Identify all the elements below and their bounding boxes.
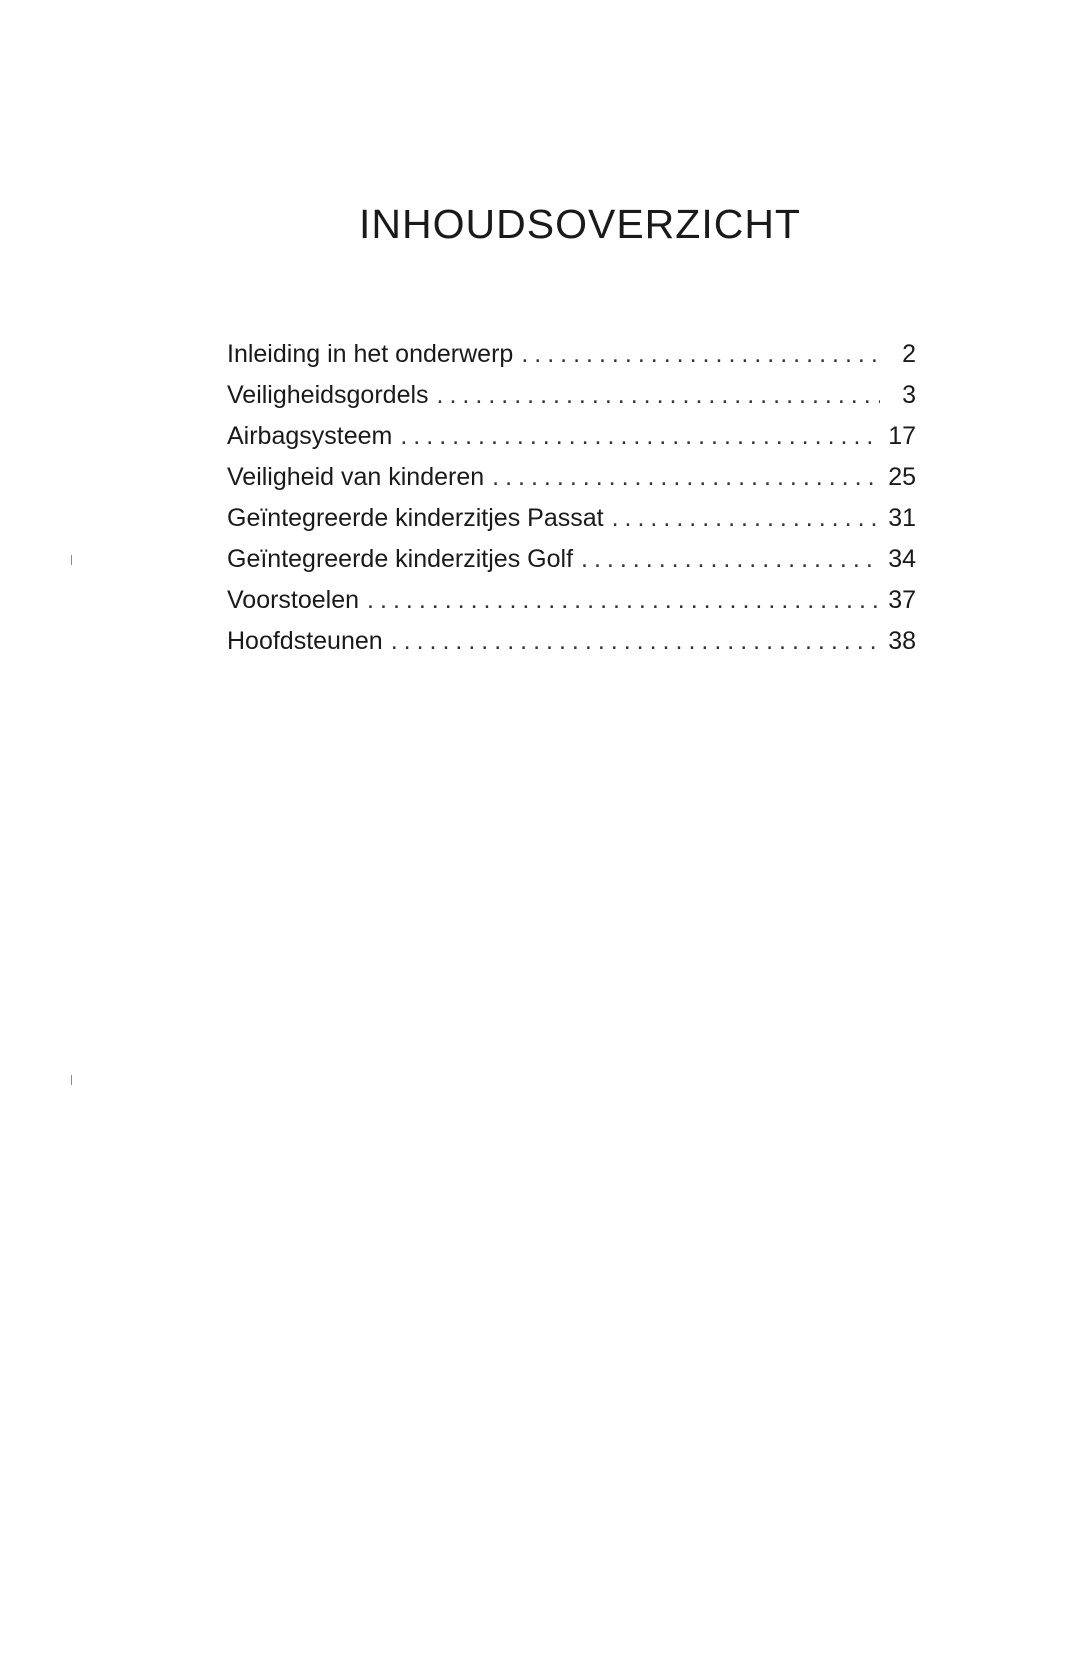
toc-entry[interactable] bbox=[227, 457, 916, 498]
toc-dot-leader bbox=[492, 457, 880, 498]
toc-entry-page: 37 bbox=[888, 586, 916, 614]
toc-entry[interactable] bbox=[227, 621, 916, 662]
toc-entry-label: Airbagsysteem bbox=[227, 422, 393, 450]
toc-dot-leader bbox=[612, 498, 880, 539]
toc-entry-page: 38 bbox=[888, 627, 916, 655]
toc-dot-leader bbox=[581, 539, 880, 580]
toc-entry[interactable] bbox=[227, 580, 916, 621]
toc-entry-label: Hoofdsteunen bbox=[227, 627, 383, 655]
toc-entry[interactable] bbox=[227, 539, 916, 580]
toc-entry-label: Voorstoelen bbox=[227, 586, 360, 614]
toc-entry-page: 3 bbox=[902, 381, 916, 409]
toc-dot-leader bbox=[437, 375, 880, 416]
toc-entry-page: 17 bbox=[888, 422, 916, 450]
toc-entry-label: Veiligheid van kinderen bbox=[227, 463, 485, 491]
toc-entry-page: 31 bbox=[888, 504, 916, 532]
toc-dot-leader bbox=[367, 580, 880, 621]
toc-entry-label: Geïntegreerde kinderzitjes Golf bbox=[227, 545, 574, 573]
toc-entry-page: 34 bbox=[888, 545, 916, 573]
margin-tick-mark bbox=[71, 1075, 72, 1085]
table-of-contents bbox=[227, 334, 916, 662]
toc-dot-leader bbox=[400, 416, 880, 457]
toc-dot-leader bbox=[391, 621, 880, 662]
margin-tick-mark bbox=[71, 555, 72, 565]
toc-entry-label: Geïntegreerde kinderzitjes Passat bbox=[227, 504, 604, 532]
toc-entry[interactable] bbox=[227, 375, 916, 416]
toc-entry[interactable] bbox=[227, 416, 916, 457]
toc-dot-leader bbox=[521, 334, 880, 375]
toc-entry-label: Inleiding in het onderwerp bbox=[227, 340, 514, 368]
toc-entry-page: 25 bbox=[888, 463, 916, 491]
toc-entry-page: 2 bbox=[902, 340, 916, 368]
page-title: INHOUDSOVERZICHT bbox=[359, 201, 801, 247]
toc-entry-label: Veiligheidsgordels bbox=[227, 381, 429, 409]
toc-entry[interactable] bbox=[227, 334, 916, 375]
toc-entry[interactable] bbox=[227, 498, 916, 539]
